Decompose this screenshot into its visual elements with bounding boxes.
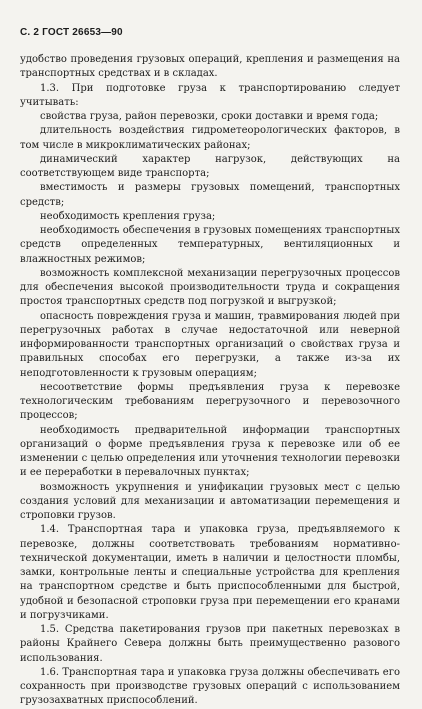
paragraph: возможность укрупнения и унификации грузовых мест с целью создания условий для механизации и автоматизации перемещения и строповки грузов.	[20, 481, 400, 521]
paragraph: 1.6. Транспортная тара и упаковка груза должны обеспечивать его сохранность при производстве грузовых операций с использованием грузозахватных приспособлений.	[20, 666, 400, 707]
paragraph: свойства груза, район перевозки, сроки доставки и время года;	[40, 111, 379, 122]
paragraph: вместимость и размеры грузовых помещений, транспортных средств;	[20, 182, 400, 208]
paragraph: удобство проведения грузовых операций, крепления и размещения на транспортных средствах и в складах.	[20, 54, 400, 80]
paragraph: динамический характер нагрузок, действующих на соответствующем виде транспорта;	[20, 153, 400, 179]
document-body	[20, 53, 400, 709]
paragraph: необходимость крепления груза;	[40, 210, 216, 222]
paragraph: необходимость обеспечения в грузовых помещениях транспортных средств определенных температурных, вентиляционных и влажностных режимов;	[20, 225, 400, 265]
paragraph: 1.4. Транспортная тара и упаковка груза, предъявляемого к перевозке, должны соответствовать требованиям нормативно-технической документации, иметь в наличии и целостности пломбы, замки, контрольные ленты и специальные устройства для крепления на транспортном средстве и быть приспособленными для быстрой, удобной и безопасной строповки груза при перемещении его кранами и погрузчиками.	[20, 524, 400, 621]
paragraph: длительность воздействия гидрометеорологических факторов, в том числе в микроклиматических районах;	[20, 125, 400, 151]
paragraph: 1.5. Средства пакетирования грузов при пакетных перевозках в районы Крайнего Севера должны быть преимущественно разового использования.	[20, 624, 400, 664]
paragraph: необходимость предварительной информации транспортных организаций о форме предъявления груза к перевозке или об ее изменении с целью определения или уточнения технологии перевозки и ее переработки в перевалочных пунктах;	[20, 424, 400, 479]
page-header: С. 2 ГОСТ 26653—90	[20, 27, 123, 38]
paragraph: несоответствие формы предъявления груза к перевозке технологическим требованиям перегрузочного и перевозочного процессов;	[20, 381, 400, 422]
paragraph: опасность повреждения груза и машин, травмирования людей при перегрузочных работах в случае недостаточной или неверной информированности транспортных организаций о свойствах груза и правильных способах его перегрузки, а также из-за их неподготовленности к грузовым операциям;	[20, 310, 400, 379]
paragraph: 1.3. При подготовке груза к транспортированию следует учитывать:	[20, 82, 400, 108]
paragraph: возможность комплексной механизации перегрузочных процессов для обеспечения высокой производительности труда и сокращения простоя транспортных средств под погрузкой и выгрузкой;	[20, 267, 400, 308]
